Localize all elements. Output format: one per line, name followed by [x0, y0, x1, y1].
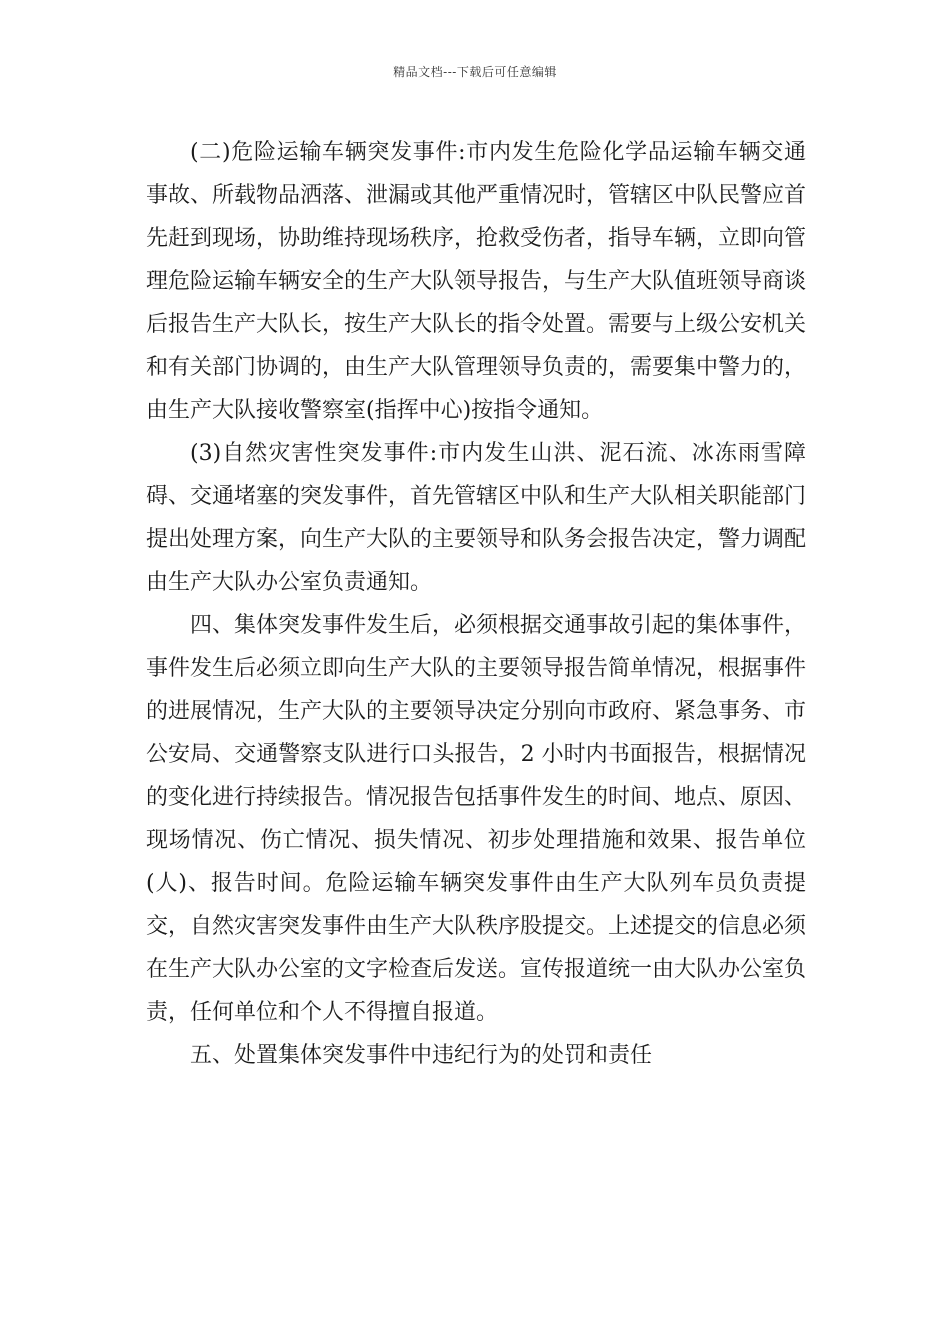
section-five-heading: 五、处置集体突发事件中违纪行为的处罚和责任 [190, 1043, 653, 1068]
paragraph-natural-disaster-incident: (3)自然灾害性突发事件:市内发生山洪、泥石流、冰冻雨雪障碍、交通堵塞的突发事件，首先管辖区中队和生产大队相关职能部门提出处理方案，向生产大队的主要领导和队务会报告决定，警力调配由生产大队办公室负责通知。 [146, 441, 807, 595]
paragraph-section-four-reporting: 四、集体突发事件发生后，必须根据交通事故引起的集体事件，事件发生后必须立即向生产大队的主要领导报告简单情况，根据事件的进展情况，生产大队的主要领导决定分别向市政府、紧急事务、市公安局、交通警察支队进行口头报告，2 小时内书面报告，根据情况的变化进行持续报告。情况报告包括事件发生的时间、地点、原因、现场情况、伤亡情况、损失情况、初步处理措施和效果、报告单位(人)、报告时间。危险运输车辆突发事件由生产大队列车员负责提交，自然灾害突发事件由生产大队秩序股提交。上述提交的信息必须在生产大队办公室的文字检查后发送。宣传报道统一由大队办公室负责，任何单位和个人不得擅自报道。 [146, 613, 807, 1025]
page-header: 精品文档---下载后可任意编辑 [393, 65, 557, 79]
document-body [146, 131, 806, 1077]
paragraph-hazmat-vehicle-incident: (二)危险运输车辆突发事件:市内发生危险化学品运输车辆交通事故、所载物品洒落、泄漏或其他严重情况时，管辖区中队民警应首先赶到现场，协助维持现场秩序，抢救受伤者，指导车辆，立即向管理危险运输车辆安全的生产大队领导报告，与生产大队值班领导商谈后报告生产大队长，按生产大队长的指令处置。需要与上级公安机关和有关部门协调的，由生产大队管理领导负责的，需要集中警力的，由生产大队接收警察室(指挥中心)按指令通知。 [146, 140, 807, 423]
